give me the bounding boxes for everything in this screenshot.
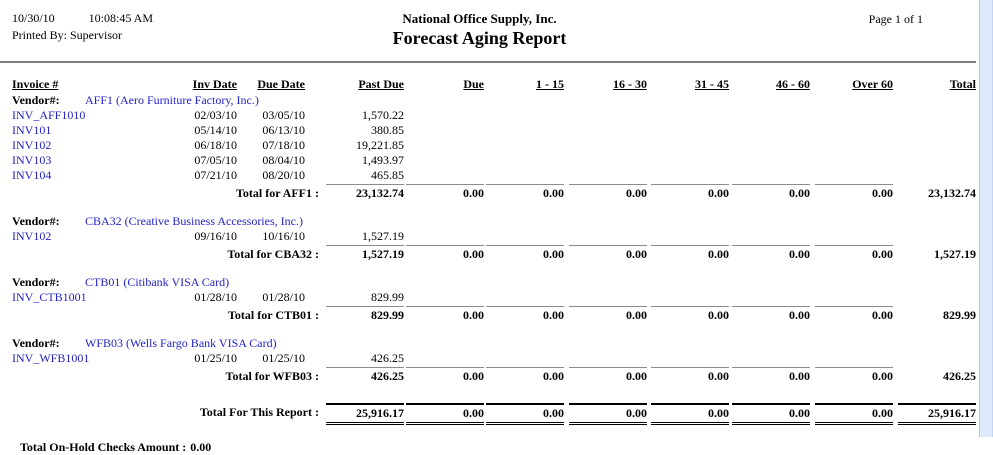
due-date-cell: 08/04/10 [262,153,305,167]
vendor-total-cell [810,306,893,323]
col-header-31-45: 31 - 45 [695,77,729,91]
vendor-total-cell [729,367,810,384]
total-amount: 0.00 [815,245,893,262]
past-due-cell: 19,221.85 [356,138,404,152]
report-rows [8,93,976,425]
invoice-link[interactable]: INV101 [12,123,52,137]
past-due-cell: 1,493.97 [362,153,404,167]
col-header-16-30: 16 - 30 [613,77,647,91]
total-amount: 0.00 [486,184,564,201]
vendor-total-cell [404,184,484,201]
total-amount: 0.00 [569,184,647,201]
report-total-amount: 0.00 [651,403,729,425]
vendor-number-label: Vendor#: [12,214,60,228]
invoice-row [8,108,976,123]
vendor-group [8,214,976,262]
total-amount: 0.00 [569,306,647,323]
print-time: 10:08:45 AM [88,11,154,25]
invoice-link[interactable]: INV_CTB1001 [12,290,87,304]
report-total-cell [404,403,484,425]
report-total-amount: 25,916.17 [326,403,404,425]
vendor-total-cell [729,245,810,262]
total-amount: 0.00 [486,245,564,262]
vendor-total-label: Total for CTB01 : [227,308,319,322]
vendor-total-row [8,245,976,262]
total-amount: 0.00 [486,367,564,384]
vendor-total-label: Total for CBA32 : [227,247,319,261]
inv-date-cell: 02/03/10 [194,108,237,122]
vendor-total-cell [564,306,647,323]
vendor-total-cell [729,184,810,201]
report-total-amount: 0.00 [732,403,810,425]
total-amount: 426.25 [326,367,404,384]
total-amount: 0.00 [732,184,810,201]
col-header-inv-date: Inv Date [192,77,237,91]
total-amount: 0.00 [732,367,810,384]
due-date-cell: 03/05/10 [262,108,305,122]
vendor-total-cell [484,367,564,384]
report-total-cell [564,403,647,425]
vendor-header-row [8,93,976,108]
vendor-grand-total-cell [893,306,976,323]
total-amount: 0.00 [406,184,484,201]
inv-date-cell: 01/25/10 [194,351,237,365]
invoice-row [8,229,976,244]
past-due-cell: 465.85 [371,168,404,182]
invoice-link[interactable]: INV_AFF1010 [12,108,86,122]
report-title: Forecast Aging Report [392,28,567,48]
on-hold-footer [20,440,976,455]
vendor-header-row [8,336,976,351]
page-number: Page 1 of 1 [868,12,923,26]
vendor-name-link[interactable]: CTB01 (Citibank VISA Card) [85,275,230,289]
total-amount: 1,527.19 [326,245,404,262]
vendor-total-cell [305,184,404,201]
total-amount: 0.00 [651,184,729,201]
col-header-invoice-: Invoice # [12,77,59,91]
inv-date-cell: 01/28/10 [194,290,237,304]
total-amount: 829.99 [943,308,976,322]
vendor-number-label: Vendor#: [12,275,60,289]
vendor-total-cell [564,184,647,201]
col-header-due-date: Due Date [257,77,305,91]
vendor-total-label: Total for AFF1 : [236,186,319,200]
invoice-row [8,351,976,366]
report-total-amount: 25,916.17 [898,403,976,425]
vendor-group [8,336,976,384]
due-date-cell: 01/28/10 [262,290,305,304]
col-header-over-60: Over 60 [852,77,893,91]
col-header-past-due: Past Due [358,77,404,91]
report-body [8,76,976,455]
inv-date-cell: 09/16/10 [194,229,237,243]
vendor-total-cell [647,245,729,262]
report-total-row [8,403,976,425]
vendor-total-cell [564,367,647,384]
total-amount: 0.00 [406,367,484,384]
due-date-cell: 06/13/10 [262,123,305,137]
total-amount: 829.99 [326,306,404,323]
vendor-name-link[interactable]: AFF1 (Aero Furniture Factory, Inc.) [85,93,259,107]
vendor-grand-total-cell [893,245,976,262]
vendor-total-cell [305,367,404,384]
invoice-row [8,168,976,183]
report-total-amount: 0.00 [569,403,647,425]
column-headers [8,76,976,93]
total-amount: 1,527.19 [934,247,976,261]
due-date-cell: 10/16/10 [262,229,305,243]
vendor-header-row [8,275,976,290]
report-page-header [0,0,976,63]
report-total-amount: 0.00 [815,403,893,425]
vendor-total-cell [305,306,404,323]
invoice-link[interactable]: INV102 [12,229,52,243]
total-amount: 0.00 [815,367,893,384]
invoice-link[interactable]: INV103 [12,153,52,167]
vendor-total-cell [305,245,404,262]
vendor-total-cell [810,367,893,384]
vendor-total-cell [647,306,729,323]
vendor-total-cell [810,184,893,201]
vendor-total-cell [647,367,729,384]
past-due-cell: 1,570.22 [362,108,404,122]
vendor-total-label: Total for WFB03 : [225,369,319,383]
report-total-cell [484,403,564,425]
inv-date-cell: 07/21/10 [194,168,237,182]
total-amount: 0.00 [406,245,484,262]
vendor-number-label: Vendor#: [12,336,60,350]
vendor-total-cell [484,245,564,262]
vendor-grand-total-cell [893,367,976,384]
vendor-total-cell [810,245,893,262]
vendor-total-cell [484,184,564,201]
due-date-cell: 07/18/10 [262,138,305,152]
past-due-cell: 829.99 [371,290,404,304]
inv-date-cell: 06/18/10 [194,138,237,152]
vendor-total-row [8,184,976,201]
total-amount: 0.00 [732,245,810,262]
total-amount: 0.00 [651,306,729,323]
vendor-group [8,93,976,201]
total-amount: 23,132.74 [326,184,404,201]
inv-date-cell: 07/05/10 [194,153,237,167]
vendor-total-cell [484,306,564,323]
report-total-cell [893,403,976,425]
past-due-cell: 426.25 [371,351,404,365]
col-header-due: Due [463,77,484,91]
report-total-amount: 0.00 [486,403,564,425]
print-date: 10/30/10 [12,11,55,25]
vendor-name-link[interactable]: CBA32 (Creative Business Accessories, Inc.) [85,214,303,228]
invoice-link[interactable]: INV104 [12,168,52,182]
past-due-cell: 380.85 [371,123,404,137]
due-date-cell: 01/25/10 [262,351,305,365]
invoice-row [8,138,976,153]
due-date-cell: 08/20/10 [262,168,305,182]
vendor-total-cell [404,367,484,384]
past-due-cell: 1,527.19 [362,229,404,243]
vendor-name-link[interactable]: WFB03 (Wells Fargo Bank VISA Card) [85,336,277,350]
total-amount: 23,132.74 [928,186,976,200]
vendor-total-cell [647,184,729,201]
report-total-cell [810,403,893,425]
report-total-label: Total For This Report : [199,405,319,419]
report-total-cell [647,403,729,425]
printed-by: Printed By: Supervisor [12,28,122,42]
vertical-scrollbar[interactable] [979,0,993,437]
vendor-total-cell [404,245,484,262]
total-amount: 0.00 [815,306,893,323]
invoice-row [8,123,976,138]
vendor-total-cell [564,245,647,262]
invoice-row [8,290,976,305]
vendor-total-row [8,367,976,384]
report-total-amount: 0.00 [406,403,484,425]
vendor-total-row [8,306,976,323]
total-amount: 0.00 [569,245,647,262]
col-header-1-15: 1 - 15 [536,77,564,91]
vendor-number-label: Vendor#: [12,93,60,107]
col-header-46-60: 46 - 60 [776,77,810,91]
vendor-group [8,275,976,323]
invoice-link[interactable]: INV102 [12,138,52,152]
total-amount: 426.25 [943,369,976,383]
total-amount: 0.00 [569,367,647,384]
vendor-header-row [8,214,976,229]
vendor-total-cell [729,306,810,323]
vendor-total-cell [404,306,484,323]
total-amount: 0.00 [406,306,484,323]
vendor-grand-total-cell [893,184,976,201]
invoice-link[interactable]: INV_WFB1001 [12,351,90,365]
total-amount: 0.00 [651,367,729,384]
total-amount: 0.00 [651,245,729,262]
total-amount: 0.00 [732,306,810,323]
col-header-total: Total [949,77,976,91]
on-hold-value: 0.00 [190,440,212,454]
report-heading [0,10,959,49]
inv-date-cell: 05/14/10 [194,123,237,137]
total-amount: 0.00 [815,184,893,201]
company-name: National Office Supply, Inc. [402,11,557,26]
report-total-cell [305,403,404,425]
total-amount: 0.00 [486,306,564,323]
report-total-cell [729,403,810,425]
on-hold-label: Total On-Hold Checks Amount : [20,440,187,454]
invoice-row [8,153,976,168]
